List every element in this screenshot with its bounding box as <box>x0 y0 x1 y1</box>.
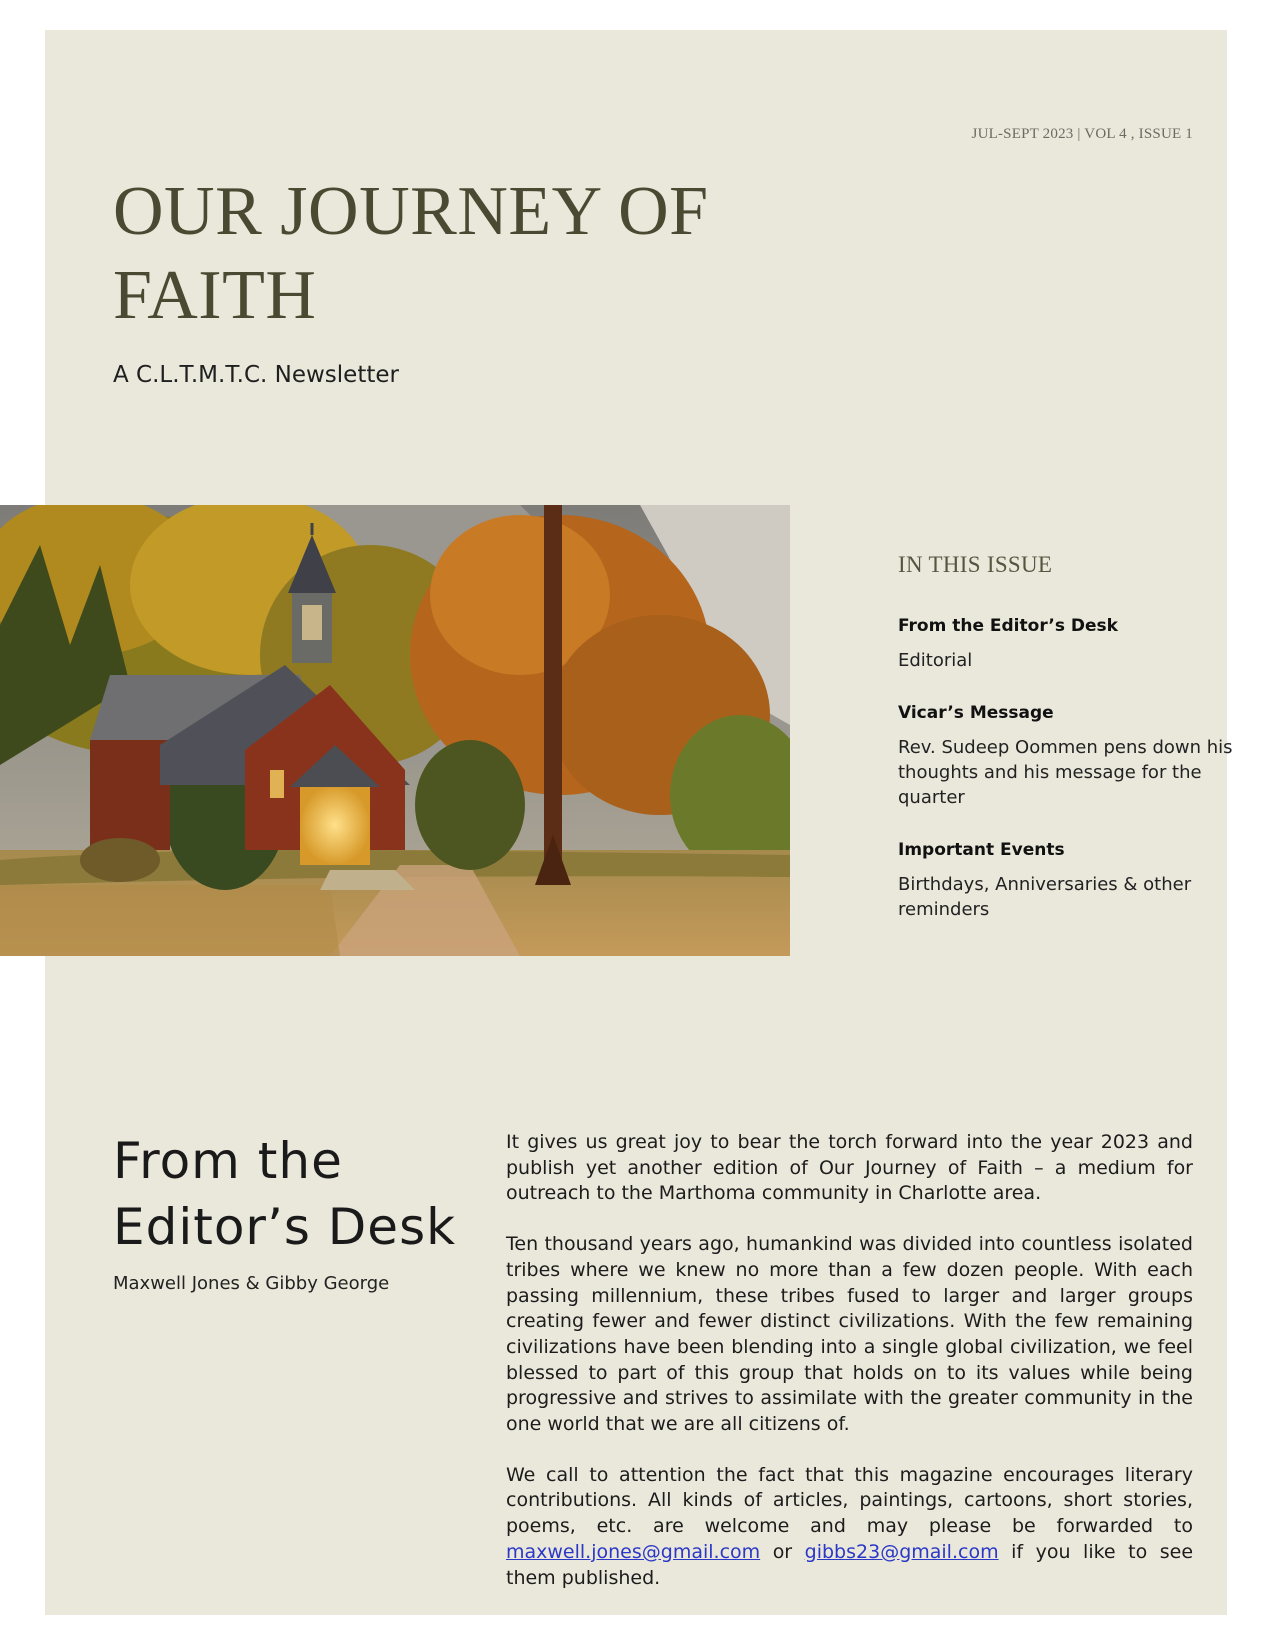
chapel-illustration <box>0 505 790 956</box>
newsletter-title: OUR JOURNEY OF FAITH <box>113 173 709 334</box>
toc-item <box>898 616 1243 673</box>
toc-item-desc: Editorial <box>898 650 973 671</box>
chapel-photo <box>0 505 790 956</box>
in-this-issue <box>898 552 1243 952</box>
editorial-text: We call to attention the fact that this magazine encourages literary contributions. All kinds of articles, paintings, cartoons, short stories, poems, etc. are welcome and may please be forwarded to <box>506 1463 1193 1538</box>
toc-item-desc: Birthdays, Anniversaries & other reminders <box>898 874 1192 920</box>
newsletter-subtitle: A C.L.T.M.T.C. Newsletter <box>113 362 399 388</box>
toc-item <box>898 703 1243 810</box>
editorial-body <box>506 1130 1193 1616</box>
email-link-maxwell[interactable]: maxwell.jones@gmail.com <box>506 1540 761 1563</box>
toc-item-title: Vicar’s Message <box>898 703 1054 723</box>
toc-item-title: Important Events <box>898 840 1065 860</box>
editorial-paragraph <box>506 1463 1193 1592</box>
toc-item-desc: Rev. Sudeep Oommen pens down his thoughts and his message for the quarter <box>898 737 1233 808</box>
editorial-heading: From the Editor’s Desk <box>113 1132 457 1256</box>
editorial-text: or <box>772 1540 793 1563</box>
editorial-paragraph: It gives us great joy to bear the torch forward into the year 2023 and publish yet another edition of Our Journey of Faith – a medium for outreach to the Marthoma community in Charlotte area. <box>506 1131 1193 1205</box>
editorial-text: if you like to see them published. <box>506 1540 1194 1589</box>
toc-item <box>898 840 1243 922</box>
issue-info: JUL-SEPT 2023 | VOL 4 , ISSUE 1 <box>971 126 1193 142</box>
toc-item-title: From the Editor’s Desk <box>898 616 1118 636</box>
editorial-paragraph: Ten thousand years ago, humankind was divided into countless isolated tribes where we knew no more than a few dozen people. With each passing millennium, these tribes fused to larger and larger groups creating fewer and fewer distinct civilizations. With the few remaining civilizations have been blending into a single global civilization, we feel blessed to part of this group that holds on to its values while being progressive and strives to assimilate with the greater community in the one world that we are all citizens of. <box>506 1233 1193 1436</box>
editorial-authors: Maxwell Jones & Gibby George <box>113 1273 390 1294</box>
email-link-gibby[interactable]: gibbs23@gmail.com <box>804 1540 999 1563</box>
in-this-issue-heading: IN THIS ISSUE <box>898 552 1053 577</box>
